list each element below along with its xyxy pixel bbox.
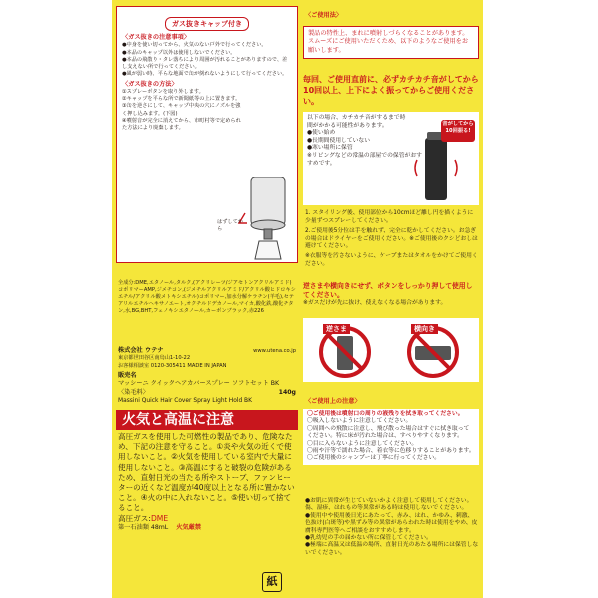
icon-sideways-label: 横向き (411, 324, 438, 334)
phone-number: 0120-305411 (150, 362, 186, 369)
upside-note: ※ガスだけが先に抜け、使えなくなる場合があります。 (303, 300, 447, 306)
gas-cap-pill: ガス抜きキャップ付き (165, 17, 249, 31)
oil-label: 第一石油類 48mL (118, 523, 169, 531)
caution-3: 〇周囲への飛散に注意し、飛び散った場合はすぐに拭き取ってください。特に床が汚れた場合は、すべりやすくなります。 (307, 425, 470, 440)
product-name-jp: マッシーニ クイックヘアカバースプレー ソフトセット BK (118, 380, 280, 388)
method-4: ④噴射音が完全に消えてから、市町村等で定められた方法により廃棄します。 (122, 117, 241, 131)
precaution-4: ●風が弱い時、平らな地面で缶が倒れないようにして行ってください。 (122, 70, 288, 77)
precaution-2: ●本品のキャップ以外は使用しないでください。 (122, 49, 236, 56)
gas-value: DME (150, 513, 169, 523)
condition-note: ※リビングなどの常温の部屋での保管がおすすめです。 (307, 152, 422, 167)
warning-4: ●極端に高温又は低温の場所、直射日光のあたる場所には保管しないでください。 (305, 542, 479, 556)
caution-1: 〇ご使用後は噴射口の周りの液残りを拭き取ってください。 (307, 411, 464, 417)
caution-2: 〇吸入しないように注意してください。 (307, 418, 412, 425)
step-note: ※衣服等を汚さないように、ケープまたはタオルをかけてご使用ください。 (305, 252, 478, 267)
fire-warning-title: 火気と高温に注意 (116, 410, 298, 430)
prohibition-icons (303, 318, 479, 382)
fire-strict-label: 火気厳禁 (176, 523, 201, 531)
diagram-label: はずしてから (217, 219, 243, 233)
company-name: 株式会社 ウテナ (118, 347, 164, 354)
usage-note: 製品の特性上、まれに噴射しづらくなることがあります。スムーズにご使用いただくため、以下のようなご使用をお願いします。 (308, 30, 469, 54)
upside-notice: 逆さまや横向きにせず、ボタンをしっかり押して使用してください。 (303, 282, 473, 299)
icon-upside-label: 逆さま (323, 324, 350, 334)
seller-label: 販売名 (118, 372, 137, 379)
usage-title: 〈ご使用法〉 (305, 12, 343, 19)
precautions-title: 〈ガス抜きの注意事項〉 (122, 34, 191, 41)
method-3: ③缶を逆さにして、キャップ中央の穴にノズルを強く押し込みます。(下図) (122, 103, 241, 117)
product-name-en: Massini Quick Hair Cover Spray Light Hold BK (118, 398, 252, 405)
right-margin (483, 0, 598, 598)
method-1: ①スプレーボタンを取り外します。 (122, 89, 204, 96)
can-badge: 音がしてから10回振る! (442, 121, 474, 134)
origin: MADE IN JAPAN (187, 362, 227, 369)
fire-warning-body: 高圧ガスを使用した可燃性の製品であり、危険なため、下記の注意を守ること。①炎や火気の近くで使用しないこと。②火気を使用している室内で大量に使用しないこと。③高温にすると破裂の危険があるため、直射日光の当たる所やストーブ、ファンヒーターの近くなど温度が40度以上となる所に置かないこと。④火の中に入れないこと。⑤使い切って捨てること。 (118, 432, 295, 513)
gas-label: 高圧ガス: (118, 513, 151, 523)
condition-2: ●長期間使用していない (307, 137, 371, 144)
column-divider (299, 6, 301, 592)
condition-3: ●寒い場所に保管 (307, 145, 353, 152)
warning-1: ●お肌に異常が生じていないかよく注意して使用してください。傷、湿疹、はれもの等異常がある時は使用しないでください。 (305, 498, 473, 512)
usage-note-box (303, 26, 479, 59)
caution-6: 〇ご使用後のシャンプーは丁寧に行ってください。 (307, 455, 441, 462)
step-2: 2.ご使用後5分位は手を触れず、完全に乾かしてください。お急ぎの場合はドライヤーをご使用ください。※ご使用後のクシどおしは避けてください。 (305, 228, 478, 250)
shake-notice: 毎回、ご使用直前に、必ずカチカチ音がしてから10回以上、上下によく振ってからご使用ください。 (303, 75, 479, 106)
gas-release-diagram-icon (237, 177, 297, 262)
left-margin (0, 0, 112, 598)
condition-1: ●使い始め (307, 130, 336, 137)
warning-3: ●乳幼児の手の届かない所に保管してください。 (305, 535, 432, 542)
product-weight: 140g (278, 388, 296, 396)
ingredients: 全成分:DME,エタノール,タルク,(アクリレーツ/ジアセトンアクリルアミド)コポリマーAMP,ジメチコン,(ジメチルアクリルアミド/アクリル酸ヒドロキシエチル/アクリル酸メトキシエチル)コポリマー,加水分解ケラチン(羊毛),セテアリルエチルヘキサノエート,オクチルドデカノール,マイカ,酸化鉄,酸化チタン,水,BG,BHT,フェノキシエタノール,カーボンブラック,赤226 (118, 280, 296, 315)
company-address: 東京都世田谷区南烏山1-10-22 (118, 355, 191, 362)
company-url: www.utena.co.jp (253, 348, 296, 354)
caution-5: 〇雨や汗等で濡れた場合、着衣等に色移りすることがあります。 (307, 448, 475, 455)
warning-2: ●使用中や使用後日光にあたって、赤み、はれ、かゆみ、刺激、色抜け(白斑等)や黒ずみ等の異常があらわれた時は使用をやめ、皮膚科専門医等へご相談をおすすめします。 (305, 512, 478, 534)
product-category: 〈染毛料〉 (118, 388, 149, 396)
phone-label: お客様相談室 (118, 362, 150, 369)
right-column (303, 6, 479, 592)
shake-conditions-intro: 以下の場合、カチカチ音がするまで時間がかかる可能性があります。 (307, 115, 406, 129)
method-2: ②キャップを平らな所で新聞紙等の上に置きます。 (122, 96, 241, 103)
step-1: 1. スタイリング後、使用部位から10cmほど離し円を描くように少量ずつスプレーしてください。 (305, 210, 474, 224)
cautions-title: 〈ご使用上の注意〉 (305, 398, 361, 405)
precaution-3: ●本品の飛散り・タレ落ちにより周囲が汚れることがありますので、差し支えない所で行ってください。 (122, 56, 288, 70)
cautions-box (303, 409, 479, 465)
shake-conditions-box (303, 112, 479, 205)
paper-recycle-mark: 紙 (262, 572, 282, 592)
caution-4: 〇目に入らないように注意してください。 (307, 440, 418, 447)
left-column (116, 6, 298, 592)
method-title: 〈ガス抜きの方法〉 (122, 80, 178, 88)
gas-cap-section (116, 6, 298, 263)
precaution-1: ●中身を使い切ってから、火気のない戸外で行ってください。 (122, 42, 267, 49)
